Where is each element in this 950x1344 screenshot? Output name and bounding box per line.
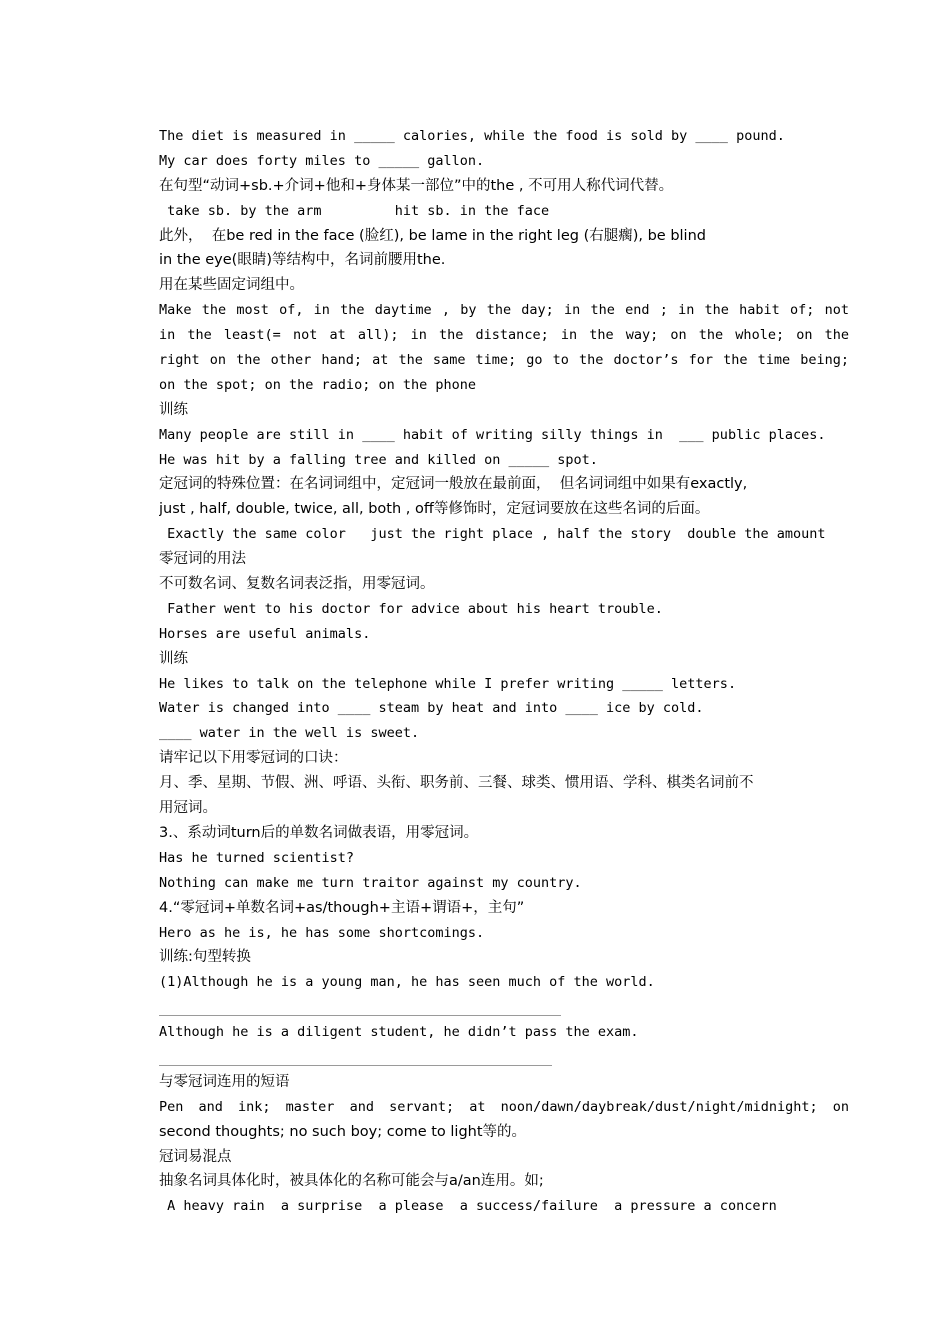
text-line: just , half, double, twice, all, both , off等修饰时，定冠词要放在这些名词的后面。 <box>159 501 710 518</box>
text-line: on the spot; on the radio; on the phone <box>159 376 476 393</box>
answer-line <box>159 995 849 1020</box>
exercise-line: Many people are still in ____ habit of writing silly things in ___ public places. <box>159 426 826 443</box>
exercise-line: ____ water in the well is sweet. <box>159 725 420 742</box>
exercise-line: Although he is a diligent student, he didn’t pass the exam. <box>159 1024 639 1041</box>
document-body <box>159 124 849 1219</box>
section-heading: 与零冠词连用的短语 <box>159 1073 290 1090</box>
section-heading: 训练 <box>159 401 188 418</box>
text-line: 4.“零冠词+单数名词+as/though+主语+谓语+，主句” <box>159 899 525 916</box>
text-line: 月、季、星期、节假、洲、呼语、头衔、职务前、三餐、球类、惯用语、学科、棋类名词前不 <box>159 775 754 792</box>
text-line: Has he turned scientist? <box>159 849 355 866</box>
exercise-line: Water is changed into ____ steam by heat and into ____ ice by cold. <box>159 700 704 717</box>
text-line: 请牢记以下用零冠词的口诀： <box>159 750 348 767</box>
text-line: 在句型“动词+sb.+介词+他和+身体某一部位”中的the , 不可用人称代词代替。 <box>159 177 674 194</box>
exercise-line: (1)Although he is a young man, he has seen much of the world. <box>159 974 655 991</box>
section-heading: 训练:句型转换 <box>159 949 251 966</box>
answer-line <box>159 1045 849 1070</box>
text-line: The diet is measured in _____ calories, while the food is sold by ____ pound. <box>159 128 785 144</box>
text-line: Exactly the same color just the right place , half the story double the amount <box>159 526 826 543</box>
text-line: 抽象名词具体化时，被具体化的名称可能会与a/an连用。如; <box>159 1173 544 1190</box>
text-line: A heavy rain a surprise a please a success/failure a pressure a concern <box>159 1198 777 1215</box>
text-line: in the least(= not at all); in the distance; in the way; on the whole; on the <box>159 327 849 344</box>
exercise-line: He likes to talk on the telephone while I prefer writing _____ letters. <box>159 675 737 692</box>
text-line: Horses are useful animals. <box>159 625 371 642</box>
text-line: 定冠词的特殊位置：在名词词组中，定冠词一般放在最前面， 但名词词组中如果有exactly, <box>159 476 748 493</box>
text-line: Hero as he is, he has some shortcomings. <box>159 924 485 941</box>
text-line: My car does forty miles to _____ gallon. <box>159 152 485 169</box>
section-heading: 零冠词的用法 <box>159 551 246 568</box>
text-line: 3.、系动词turn后的单数名词做表语，用零冠词。 <box>159 824 479 841</box>
text-line: second thoughts; no such boy; come to light等的。 <box>159 1123 527 1140</box>
section-heading: 训练 <box>159 650 188 667</box>
text-line: Nothing can make me turn traitor against my country. <box>159 874 582 891</box>
text-line: 不可数名词、复数名词表泛指，用零冠词。 <box>159 576 435 593</box>
text-line: in the eye(眼睛)等结构中，名词前腰用the. <box>159 252 446 269</box>
text-line: 此外， 在be red in the face (脸红), be lame in the right leg (右腿瘸), be blind <box>159 227 706 244</box>
text-line: Make the most of, in the daytime , by the day; in the end ; in the habit of; not <box>159 302 849 319</box>
section-heading: 用在某些固定词组中。 <box>159 277 304 294</box>
text-line: Father went to his doctor for advice about his heart trouble. <box>159 600 663 617</box>
text-line: right on the other hand; at the same time; go to the doctor’s for the time being; <box>159 352 849 369</box>
section-heading: 冠词易混点 <box>159 1148 232 1165</box>
exercise-line: He was hit by a falling tree and killed on _____ spot. <box>159 451 598 468</box>
text-line: Pen and ink; master and servant; at noon/dawn/daybreak/dust/night/midnight; on <box>159 1098 849 1115</box>
text-line: 用冠词。 <box>159 800 217 817</box>
text-line: take sb. by the arm hit sb. in the face <box>159 202 550 219</box>
